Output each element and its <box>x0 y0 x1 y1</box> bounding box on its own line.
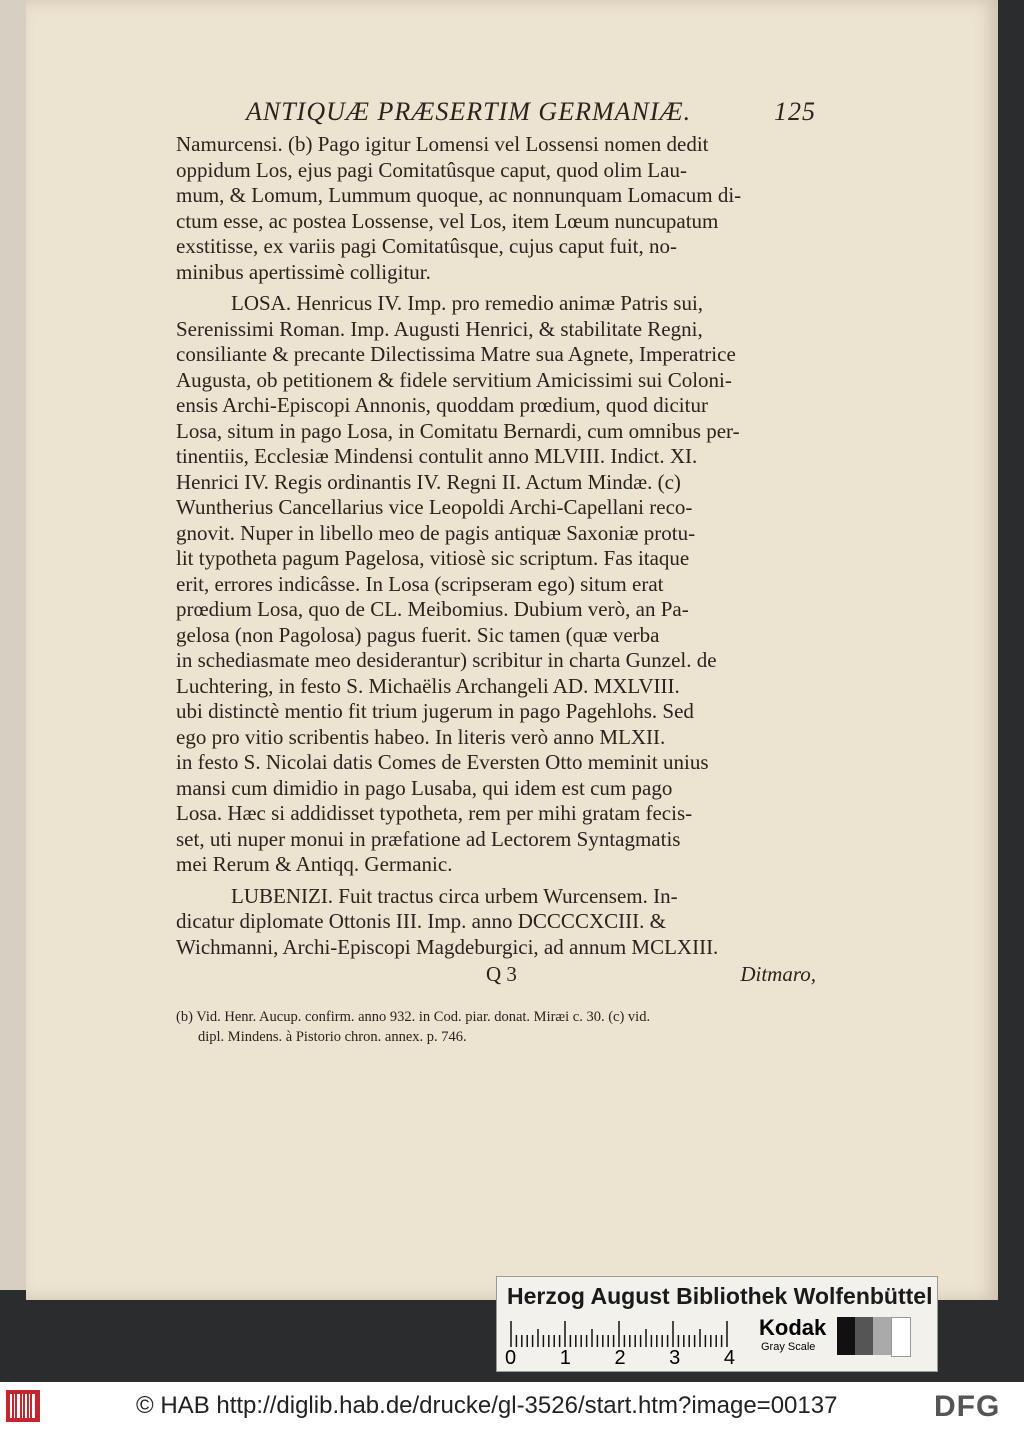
text-line: in festo S. Nicolai datis Comes de Eversten Otto meminit unius <box>176 750 709 774</box>
text-line: oppidum Los, ejus pagi Comitatûsque caput, quod olim Lau- <box>176 157 687 182</box>
text-line: Losa, situm in pago Losa, in Comitatu Bernardi, cum omnibus per- <box>176 418 740 443</box>
ruler-number: 0 <box>505 1347 517 1369</box>
text-line: mum, & Lomum, Lummum quoque, ac nonnunquam Lomacum di- <box>176 183 742 207</box>
text-line: tinentiis, Ecclesiæ Mindensi contulit anno MLVIII. Indict. XI. <box>176 444 698 468</box>
ruler-number: 1 <box>559 1347 571 1369</box>
library-scale-card <box>496 1276 938 1372</box>
paragraph-1 <box>176 132 816 285</box>
dfg-logo: DFG <box>934 1390 1001 1423</box>
text-line: Henrici IV. Regis ordinantis IV. Regni II. Actum Mindæ. (c) <box>176 469 681 494</box>
barcode-icon <box>6 1390 40 1422</box>
text-line: dicatur diplomate Ottonis III. Imp. anno DCCCCXCIII. & <box>176 909 666 933</box>
text-line: LOSA. Henricus IV. Imp. pro remedio animæ Patris sui, <box>231 291 704 315</box>
text-line: mei Rerum & Antiqq. Germanic. <box>176 852 453 876</box>
footnote-line: dipl. Mindens. à Pistorio chron. annex. p. 746. <box>198 1029 467 1045</box>
text-line: Wuntherius Cancellarius vice Leopoldi Archi-Capellani reco- <box>176 495 693 519</box>
footnotes <box>176 1007 816 1047</box>
left-edge-strip <box>0 0 26 1290</box>
text-line: gelosa (non Pagolosa) pagus fuerit. Sic tamen (quæ verba <box>176 622 660 647</box>
gray-swatches <box>837 1317 911 1355</box>
ruler-number: 4 <box>723 1347 735 1369</box>
page-text-block <box>176 92 816 1047</box>
book-page <box>26 0 998 1300</box>
text-line: lit typotheta pagum Pagelosa, vitiosè sic scriptum. Fas itaque <box>176 546 690 570</box>
text-line: Wichmanni, Archi-Episcopi Magdeburgici, ad annum MCLXIII. <box>176 934 719 959</box>
text-line: ctum esse, ac postea Lossense, vel Los, item Lœum nuncupatum <box>176 208 719 233</box>
text-line: minibus apertissimè colligitur. <box>176 259 431 284</box>
gray-scale-label: Gray Scale <box>761 1341 816 1353</box>
copyright-link[interactable]: © HAB http://diglib.hab.de/drucke/gl-3526/start.htm?image=00137 <box>136 1392 838 1419</box>
ruler-number: 2 <box>614 1347 626 1369</box>
ruler-scale <box>509 1321 729 1347</box>
page-number: 125 <box>774 97 816 126</box>
text-line: prœdium Losa, quo de CL. Meibomius. Dubium verò, an Pa- <box>176 597 689 621</box>
catchword: Ditmaro, <box>740 962 816 986</box>
ruler-numbers <box>505 1347 735 1370</box>
ruler-number: 3 <box>669 1347 681 1369</box>
text-line: LUBENIZI. Fuit tractus circa urbem Wurcensem. In- <box>231 883 678 908</box>
text-line: in schediasmate meo desiderantur) scribitur in charta Gunzel. de <box>176 648 717 672</box>
text-line: Namurcensi. (b) Pago igitur Lomensi vel Lossensi nomen dedit <box>176 132 709 156</box>
text-line: set, uti nuper monui in præfatione ad Lectorem Syntagmatis <box>176 826 681 851</box>
text-line: Losa. Hæc si addidisset typotheta, rem per mihi gratam fecis- <box>176 801 693 825</box>
text-line: Augusta, ob petitionem & fidele servitium Amicissimi sui Coloni- <box>176 367 732 392</box>
text-line: Luchtering, in festo S. Michaëlis Archangeli AD. MXLVIII. <box>176 673 680 698</box>
signature-mark: Q 3 <box>486 962 517 986</box>
bottom-bar <box>0 1382 1024 1430</box>
text-line: mansi cum dimidio in pago Lusaba, qui idem est cum pago <box>176 775 673 800</box>
paragraph-losa <box>176 291 816 878</box>
page-footer <box>176 962 816 987</box>
library-title: Herzog August Bibliothek Wolfenbüttel <box>507 1283 933 1309</box>
paragraph-lubenizi <box>176 884 816 961</box>
text-line: ensis Archi-Episcopi Annonis, quoddam prœdium, quod dicitur <box>176 393 708 417</box>
footnote-line: (b) Vid. Henr. Aucup. confirm. anno 932. in Cod. piar. donat. Miræi c. 30. (c) vid. <box>176 1009 651 1025</box>
running-header <box>176 92 816 132</box>
text-line: Serenissimi Roman. Imp. Augusti Henrici, & stabilitate Regni, <box>176 316 703 341</box>
running-title: ANTIQUÆ PRÆSERTIM GERMANIÆ. <box>246 97 692 126</box>
text-line: consiliante & precante Dilectissima Matre sua Agnete, Imperatrice <box>176 342 736 366</box>
text-line: exstitisse, ex variis pagi Comitatûsque, cujus caput fuit, no- <box>176 234 677 258</box>
text-line: ubi distinctè mentio fit trium jugerum in pago Pagehlohs. Sed <box>176 699 694 723</box>
text-line: ego pro vitio scribentis habeo. In literis verò anno MLXII. <box>176 724 666 749</box>
kodak-logo: Kodak <box>759 1315 827 1340</box>
text-line: gnovit. Nuper in libello meo de pagis antiquæ Saxoniæ protu- <box>176 520 696 545</box>
text-line: erit, errores indicâsse. In Losa (scripseram ego) situm erat <box>176 571 664 596</box>
